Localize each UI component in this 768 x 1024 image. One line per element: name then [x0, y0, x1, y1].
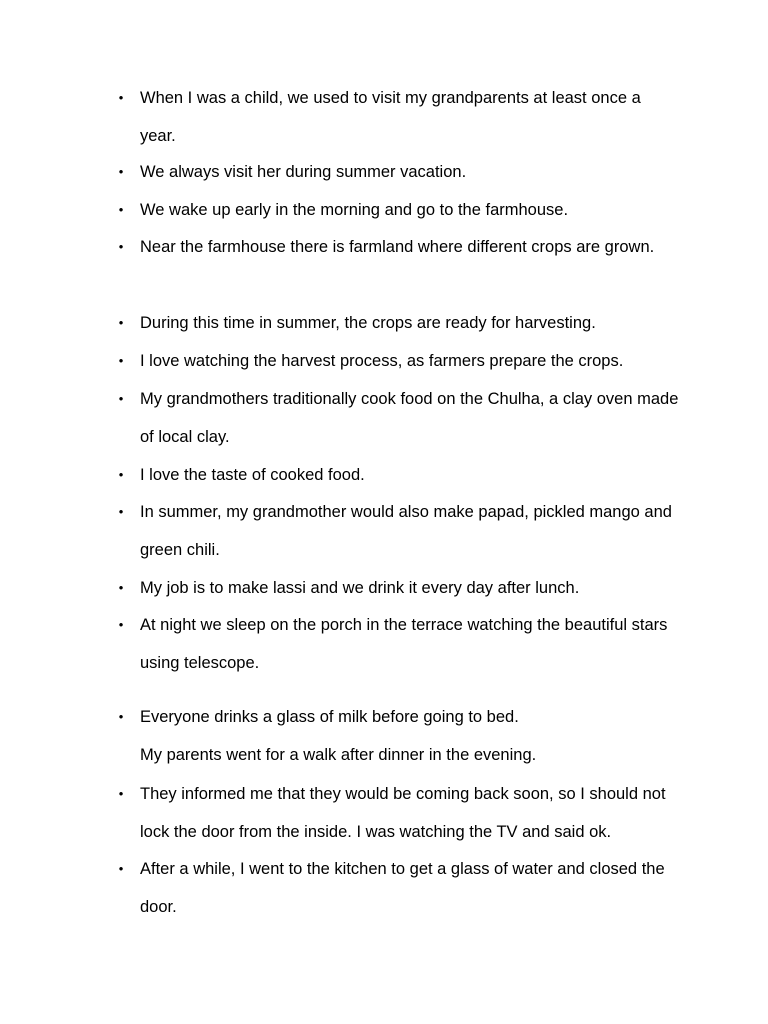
- list-item: [118, 493, 680, 569]
- bullet-icon: •: [118, 467, 124, 482]
- list-item-text: When I was a child, we used to visit my grandparents at least once a year.: [140, 89, 641, 145]
- list-item: [118, 698, 680, 736]
- list-item: [118, 79, 680, 155]
- bullet-icon: •: [118, 353, 124, 368]
- list-item-text: They informed me that they would be coming back soon, so I should not lock the door from the inside. I was watching the TV and said ok.: [140, 785, 666, 841]
- list-item: [118, 380, 680, 456]
- list-item-text: At night we sleep on the porch in the terrace watching the beautiful stars using telescope.: [140, 616, 668, 672]
- bullet-icon: •: [118, 315, 124, 330]
- list-item-continuation: [140, 736, 680, 774]
- bullet-icon: •: [118, 617, 124, 632]
- list-item-text: My grandmothers traditionally cook food on the Chulha, a clay oven made of local clay.: [140, 390, 679, 446]
- bullet-icon: •: [118, 202, 124, 217]
- bullet-icon: •: [118, 709, 124, 724]
- list-item: [118, 850, 680, 926]
- list-item-text: Near the farmhouse there is farmland where different crops are grown.: [140, 238, 655, 256]
- bullet-icon: •: [118, 861, 124, 876]
- list-item-text: Everyone drinks a glass of milk before going to bed.: [140, 708, 519, 726]
- list-item: [118, 153, 680, 191]
- list-item-text: We always visit her during summer vacation.: [140, 163, 467, 181]
- bullet-icon: •: [118, 786, 124, 801]
- list-item: [118, 775, 680, 851]
- list-item-text: My job is to make lassi and we drink it every day after lunch.: [140, 579, 580, 597]
- list-item: [118, 228, 680, 266]
- bullet-icon: •: [118, 164, 124, 179]
- list-item: [118, 191, 680, 229]
- list-item-text: My parents went for a walk after dinner in the evening.: [140, 746, 537, 764]
- bullet-icon: •: [118, 504, 124, 519]
- list-item-text: We wake up early in the morning and go to the farmhouse.: [140, 201, 569, 219]
- list-item-text: I love watching the harvest process, as farmers prepare the crops.: [140, 352, 624, 370]
- bullet-icon: •: [118, 391, 124, 406]
- bullet-icon: •: [118, 580, 124, 595]
- list-item: [118, 456, 680, 494]
- list-item-text: After a while, I went to the kitchen to get a glass of water and closed the door.: [140, 860, 665, 916]
- list-item-text: In summer, my grandmother would also make papad, pickled mango and green chili.: [140, 503, 672, 559]
- list-item: [118, 606, 680, 682]
- bullet-icon: •: [118, 239, 124, 254]
- list-item-text: I love the taste of cooked food.: [140, 466, 365, 484]
- list-item: [118, 304, 680, 342]
- list-item: [118, 569, 680, 607]
- list-item-text: During this time in summer, the crops are ready for harvesting.: [140, 314, 596, 332]
- list-item: [118, 342, 680, 380]
- bullet-icon: •: [118, 90, 124, 105]
